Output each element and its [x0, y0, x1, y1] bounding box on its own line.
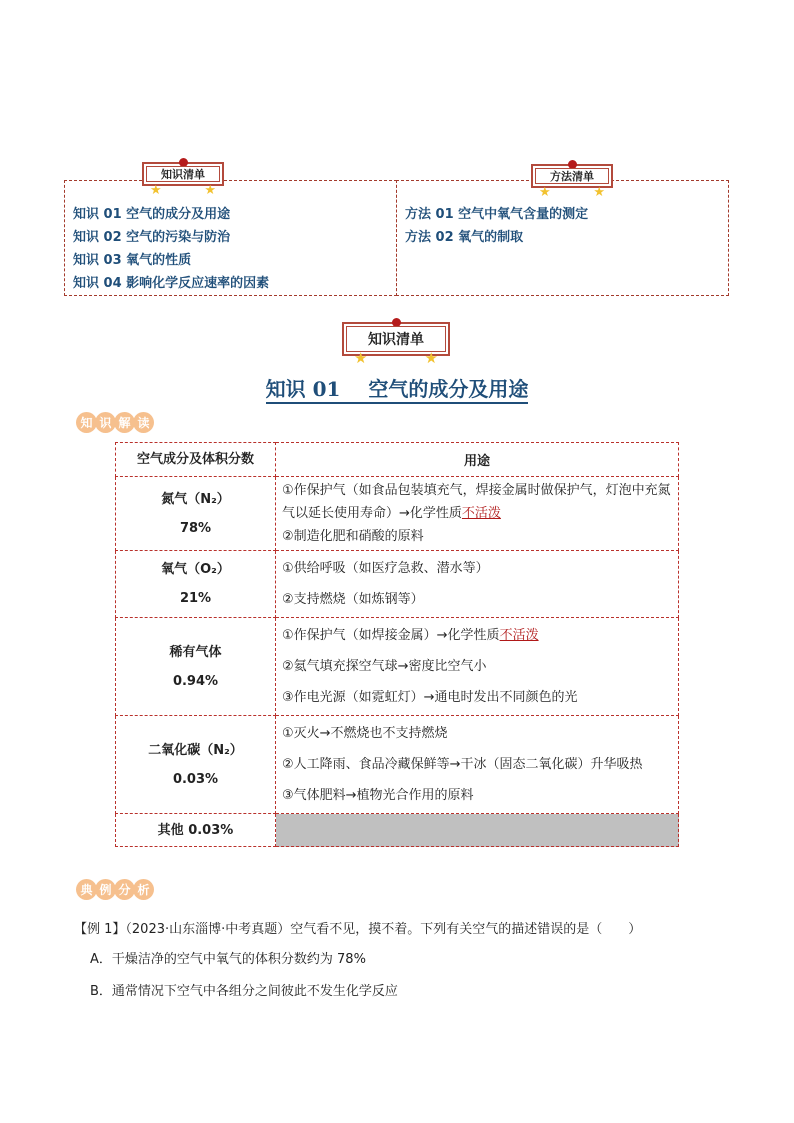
center-knowledge-badge-text: 知识清单: [346, 326, 446, 352]
usage-text: ②支持燃烧（如炼钢等）: [282, 592, 424, 607]
gas-name: 二氧化碳（N₂）: [148, 742, 243, 758]
table-row: [116, 814, 679, 847]
label-char: 知: [76, 412, 97, 433]
label-char: 典: [76, 879, 97, 900]
usage-text: ①作保护气（如焊接金属）→化学性质: [282, 628, 500, 643]
usage-text: ①灭火→不燃烧也不支持燃烧: [282, 726, 448, 741]
gas-percent: 0.94%: [172, 673, 219, 689]
highlight-text: 不活泼: [499, 628, 539, 643]
example-analysis-label: [76, 879, 152, 900]
header-composition: 空气成分及体积分数: [116, 443, 276, 477]
center-knowledge-badge: [342, 322, 450, 367]
label-char: 分: [114, 879, 135, 900]
table-row: [116, 618, 679, 716]
gas-percent: 78%: [179, 520, 212, 536]
gas-percent: 0.03%: [172, 771, 219, 787]
highlight-text: 不活泼: [461, 506, 501, 521]
usage-cell: [276, 551, 679, 618]
label-char: 读: [133, 412, 154, 433]
composition-cell: [116, 551, 276, 618]
usage-line: [282, 620, 672, 651]
table-row: [116, 477, 679, 551]
star-icon: ★: [593, 185, 605, 200]
usage-text: ②人工降雨、食品冷藏保鲜等→干冰（固态二氧化碳）升华吸热: [282, 757, 643, 772]
knowledge-link-01[interactable]: 知识 01 空气的成分及用途: [73, 207, 231, 222]
knowledge-link-03[interactable]: 知识 03 氧气的性质: [73, 253, 192, 268]
knowledge-list-badge-text: 知识清单: [146, 166, 220, 182]
empty-usage-cell: [276, 814, 679, 847]
star-icon: ★: [424, 349, 438, 367]
air-composition-table: [115, 442, 679, 847]
usage-text: ③气体肥料→植物光合作用的原料: [282, 788, 474, 803]
method-list-badge-text: 方法清单: [535, 168, 609, 184]
label-char: 例: [95, 879, 116, 900]
star-icon: ★: [204, 183, 216, 198]
example-question-stem: 【例 1】（2023·山东淄博·中考真题）空气看不见，摸不着。下列有关空气的描述错误的是（ ）: [74, 922, 642, 937]
table-header-row: [116, 443, 679, 477]
label-char: 解: [114, 412, 135, 433]
composition-cell: [116, 618, 276, 716]
section-title: [0, 373, 794, 402]
usage-text: ②制造化肥和硝酸的原料: [282, 529, 424, 544]
usage-text: ②氦气填充探空气球→密度比空气小: [282, 659, 487, 674]
knowledge-list-badge: [142, 162, 224, 198]
star-icon: ★: [539, 185, 551, 200]
header-usage: 用途: [276, 443, 679, 477]
label-char: 识: [95, 412, 116, 433]
usage-cell: [276, 618, 679, 716]
usage-text: ①作保护气（如食品包装填充气，焊接金属时做保护气，灯泡中充氮气以延长使用寿命）→化学性质: [282, 483, 671, 521]
section-title-text: 知识 01 空气的成分及用途: [266, 377, 529, 404]
star-icon: ★: [354, 349, 368, 367]
knowledge-interpret-label: [76, 412, 152, 433]
composition-cell: 其他 0.03%: [116, 814, 276, 847]
option-b[interactable]: B．通常情况下空气中各组分之间彼此不发生化学反应: [90, 984, 398, 999]
method-link-01[interactable]: 方法 01 空气中氧气含量的测定: [405, 207, 589, 222]
gas-name: 氧气（O₂）: [161, 562, 230, 577]
method-link-02[interactable]: 方法 02 氧气的制取: [405, 230, 524, 245]
usage-text: ①供给呼吸（如医疗急救、潜水等）: [282, 561, 489, 576]
gas-name: 氮气（N₂）: [161, 491, 230, 507]
composition-cell: [116, 477, 276, 551]
gas-name: 稀有气体: [169, 644, 222, 660]
knowledge-link-04[interactable]: 知识 04 影响化学反应速率的因素: [73, 276, 270, 291]
table-row: [116, 716, 679, 814]
option-a[interactable]: A．干燥洁净的空气中氧气的体积分数约为 78%: [90, 952, 366, 967]
usage-text: ③作电光源（如霓虹灯）→通电时发出不同颜色的光: [282, 690, 578, 705]
star-icon: ★: [150, 183, 162, 198]
knowledge-link-02[interactable]: 知识 02 空气的污染与防治: [73, 230, 231, 245]
gas-percent: 21%: [179, 591, 212, 606]
label-char: 析: [133, 879, 154, 900]
usage-cell: [276, 716, 679, 814]
method-list-badge: [531, 164, 613, 200]
composition-cell: [116, 716, 276, 814]
usage-cell: [276, 477, 679, 551]
table-row: [116, 551, 679, 618]
